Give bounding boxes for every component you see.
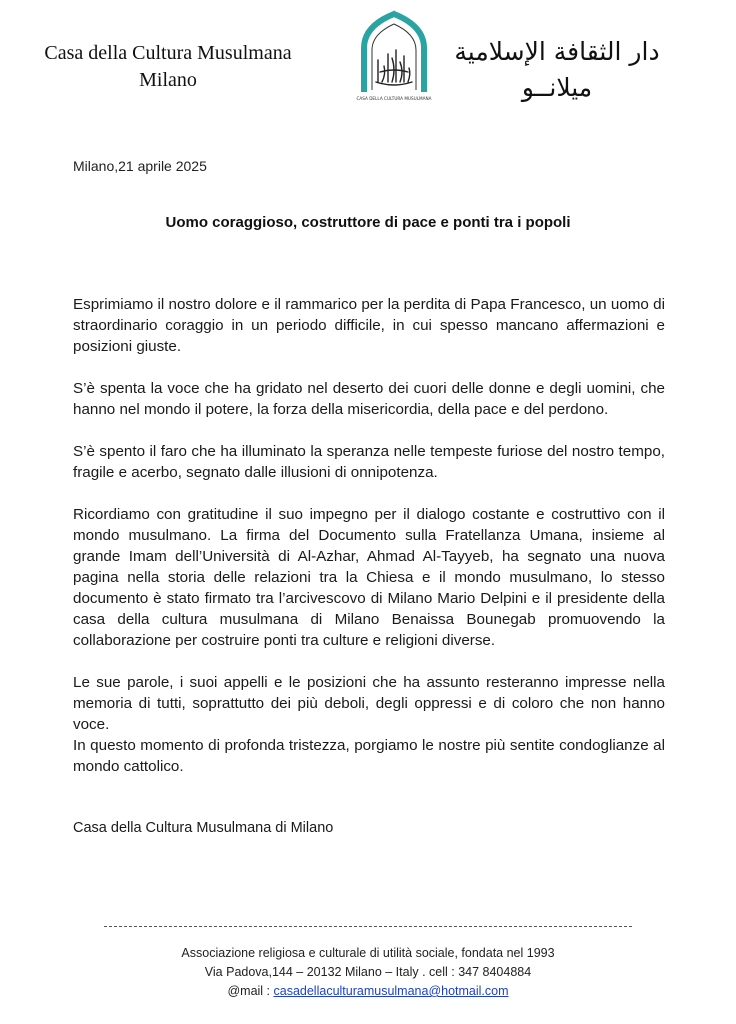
footer	[0, 944, 736, 1001]
paragraph: Ricordiamo con gratitudine il suo impegno per il dialogo costante e costruttivo con il mondo musulmano. La firma del Documento sulla Fratellanza Umana, insieme al grande Imam dell’Università di Al-Azhar, Ahmad Al-Tayyeb, ha segnato una nuova pagina nella storia delle relazioni tra la Chiesa e il mondo musulmano, lo stesso documento è stato firmato tra l’arcivescovo di Milano Mario Delpini e il presidente della casa della cultura musulmana di Milano Benaissa Bounegab promuovendo la collaborazione per costruire ponti tra culture e religioni diverse.	[73, 506, 665, 649]
org-name-line1: Casa della Cultura Musulmana	[44, 42, 292, 64]
org-name-line2: Milano	[139, 69, 197, 91]
letter-subject: Uomo coraggioso, costruttore di pace e ponti tra i popoli	[165, 214, 571, 231]
paragraph: Le sue parole, i suoi appelli e le posizioni che ha assunto resteranno impresse nella memoria di tutti, soprattutto dei più deboli, degli oppressi e di coloro che non hanno voce.	[73, 674, 665, 733]
paragraph: S’è spento il faro che ha illuminato la speranza nelle tempeste furiose del nostro tempo, fragile e acerbo, segnato dalle illusioni di onnipotenza.	[73, 443, 665, 481]
letter-body	[73, 294, 665, 798]
email-label: @mail :	[227, 984, 274, 998]
paragraph: Esprimiamo il nostro dolore e il rammarico per la perdita di Papa Francesco, un uomo di straordinario coraggio in un periodo difficile, in cui spesso mancano affermazioni e posizioni giuste.	[73, 296, 665, 355]
org-name-arabic-line1: دار الثقافة الإسلامية	[454, 37, 660, 66]
email-link[interactable]: casadellaculturamusulmana@hotmail.com	[273, 984, 509, 998]
letter-date: Milano,21 aprile 2025	[73, 158, 207, 174]
footer-email-line	[0, 982, 736, 1001]
paragraph: S’è spenta la voce che ha gridato nel deserto dei cuori delle donne e degli uomini, che hanno nel mondo il potere, la forza della misericordia, della pace e del perdono.	[73, 380, 665, 418]
org-name-arabic	[422, 34, 692, 106]
footer-divider	[104, 926, 632, 927]
signature: Casa della Cultura Musulmana di Milano	[73, 820, 334, 836]
footer-line1: Associazione religiosa e culturale di utilità sociale, fondata nel 1993	[181, 946, 555, 960]
logo-caption: CASA DELLA CULTURA MUSULMANA	[356, 96, 432, 101]
mosque-logo	[356, 10, 432, 102]
org-name-italian	[18, 40, 318, 94]
footer-line2: Via Padova,144 – 20132 Milano – Italy . cell : 347 8404884	[204, 965, 532, 979]
org-name-arabic-line2: ميلانــو	[521, 73, 593, 102]
paragraph: In questo momento di profonda tristezza, porgiamo le nostre più sentite condoglianze al mondo cattolico.	[73, 737, 665, 775]
